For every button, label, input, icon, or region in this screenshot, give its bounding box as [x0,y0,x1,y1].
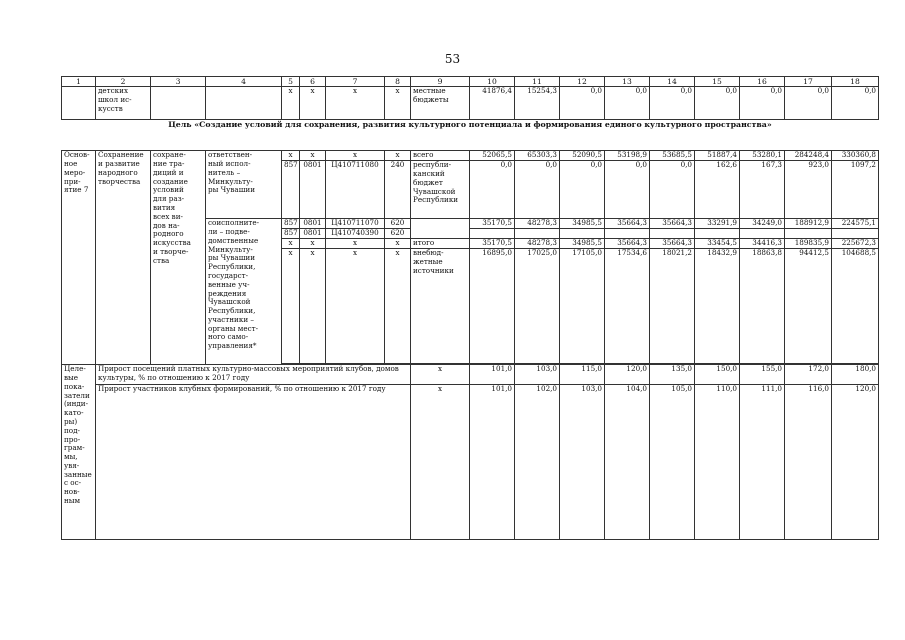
targets-label: Целе- вые пока- затели (инди- като- ры) под- про- грам- мы, увя- занные с ос- нов- ным [62,365,96,540]
cell-source: местные бюджеты [411,87,470,120]
responsible-executor: ответствен- ный испол- нитель – Минкульту- ры Чувашии [206,151,282,219]
table-row: х х х х внебюд- жетные источники 16895,0 17025,0 17105,0 17534,6 18021,2 18432,9 18863,8 94412,5 104688,5 [62,249,879,364]
column-header: 16 [740,77,785,87]
column-header: 10 [470,77,515,87]
co-executors: соисполните- ли – подве- домственные Минкульту- ры Чувашии Республики, государст- венные уч- реждения Чувашской Республики, участники – органы мест- ного само- управления* [206,219,282,365]
column-header: 8 [385,77,411,87]
column-header: 2 [96,77,151,87]
table-row: 857 0801 Ц410711080 240 республи- канский бюджет Чувашской Республики 0,0 0,0 0,0 0,0 0,0 162,6 167,3 923,0 1097,2 [62,161,879,219]
column-header: 14 [650,77,695,87]
activity-goal: сохране- ние тра- диций и создание условий для раз- вития всех ви- дов на- родного искусства и творче- ства [151,151,206,365]
column-header: 17 [785,77,832,87]
cell-direction: детских школ ис- кусств [96,87,151,120]
goal-row [62,120,879,151]
column-header: 18 [832,77,879,87]
table-row: соисполните- ли – подве- домственные Минкульту- ры Чувашии Республики, государст- венные уч- реждения Чувашской Республики, участники – органы мест- ного само- управления* 857 0801 Ц410711070 620 35170,5 48278,3 34985,5 35664,3 35664,3 33291,9 34249,0 188912,9 224575,1 [62,219,879,229]
column-header: 7 [326,77,385,87]
column-header: 12 [560,77,605,87]
table-row: Прирост участников клубных формирований, % по отношению к 2017 году х 101,0 102,0 103,0 104,0 105,0 110,0 111,0 116,0 120,0 [62,385,879,540]
table-row: Целе- вые пока- затели (инди- като- ры) под- про- грам- мы, увя- занные с ос- нов- ным Прирост посещений платных культурно-массовых мероприятий клубов, домов культуры, % по отношению к 2017 году х 101,0 103,0 115,0 120,0 135,0 150,0 155,0 172,0 180,0 [62,365,879,385]
column-header: 3 [151,77,206,87]
column-header: 4 [206,77,282,87]
header-row [62,77,879,87]
target-indicator: Прирост участников клубных формирований, % по отношению к 2017 году [96,385,411,540]
target-indicator: Прирост посещений платных культурно-массовых мероприятий клубов, домов культуры, % по отношению к 2017 году [96,365,411,385]
page-number: 53 [444,52,461,66]
column-header: 6 [300,77,326,87]
table-row: х х х х итого 35170,5 48278,3 34985,5 35664,3 35664,3 33454,5 34416,3 189835,9 225672,3 [62,239,879,249]
table-row: Основ- ное меро- при- ятие 7 Сохранение и развитие народного творчества сохране- ние тра- диций и создание условий для раз- вития всех ви- дов на- родного искусства и творче- ства ответствен- ный испол- нитель – Минкульту- ры Чувашии х х х х всего 52065,5 65303,3 52090,5 53198,9 53685,5 51887,4 53280,1 284248,4 330360,8 [62,151,879,161]
column-header: 13 [605,77,650,87]
activity-number: Основ- ное меро- при- ятие 7 [62,151,96,365]
budget-table [61,76,879,540]
column-header: 1 [62,77,96,87]
goal-title: Цель «Создание условий для сохранения, развития культурного потенциала и формирования единого культурного пространства» [168,120,772,130]
column-header: 15 [695,77,740,87]
table-row: 857 0801 Ц410740390 620 [62,229,879,239]
column-header: 11 [515,77,560,87]
activity-title: Сохранение и развитие народного творчества [96,151,151,365]
column-header: 5 [282,77,300,87]
column-header: 9 [411,77,470,87]
table-row: детских школ ис- кусств х х х х местные бюджеты 41876,4 15254,3 0,0 0,0 0,0 0,0 0,0 0,0 0,0 [62,87,879,120]
